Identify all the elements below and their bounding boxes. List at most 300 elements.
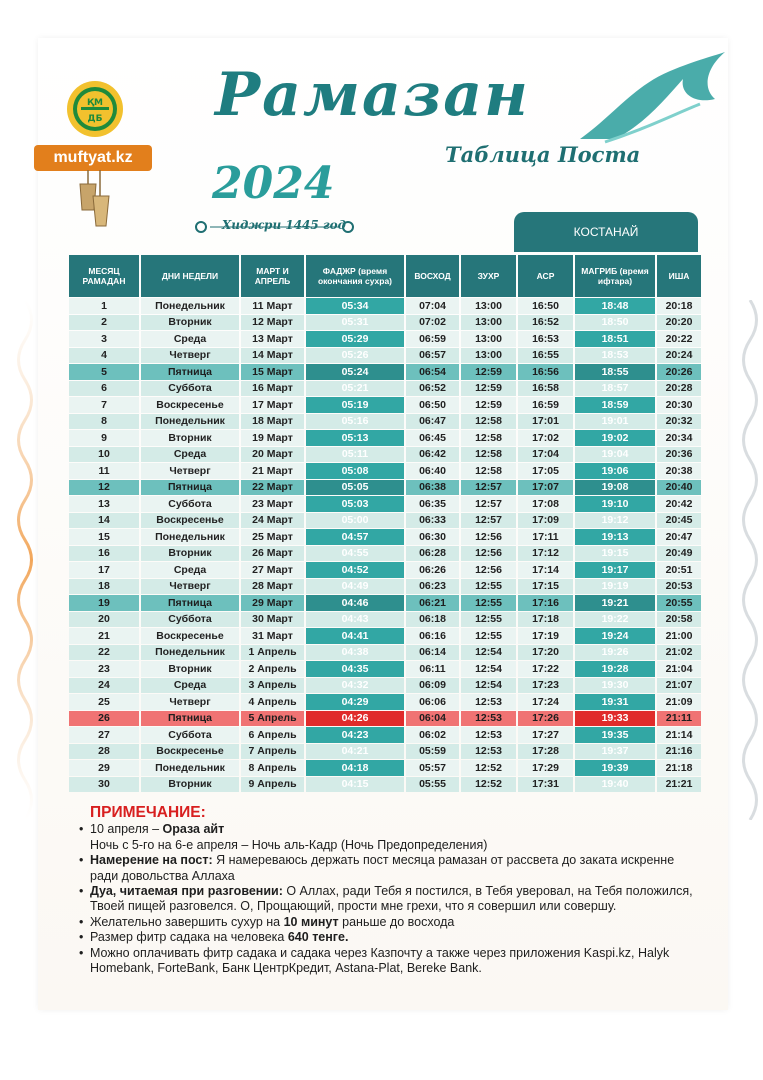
table-cell: 21:02	[657, 645, 701, 661]
table-cell: 13	[69, 496, 139, 512]
table-cell: 12:54	[461, 678, 516, 694]
table-cell: 20:40	[657, 480, 701, 496]
table-cell: Среда	[141, 678, 239, 694]
table-cell: 17:05	[518, 463, 573, 479]
table-cell: 17:16	[518, 595, 573, 611]
table-row	[69, 331, 701, 347]
table-cell: Вторник	[141, 546, 239, 562]
table-cell: 8	[69, 414, 139, 430]
table-cell: 17:29	[518, 760, 573, 776]
table-cell: 12:54	[461, 661, 516, 677]
table-cell: 20:28	[657, 381, 701, 397]
table-cell: 19:33	[575, 711, 655, 727]
table-cell: Четверг	[141, 579, 239, 595]
table-cell: 20:32	[657, 414, 701, 430]
table-cell: 20:45	[657, 513, 701, 529]
table-cell: 17:12	[518, 546, 573, 562]
table-cell: 16 Март	[241, 381, 304, 397]
table-cell: 17:20	[518, 645, 573, 661]
table-row	[69, 315, 701, 331]
table-cell: 17:24	[518, 694, 573, 710]
table-cell: 05:16	[306, 414, 404, 430]
table-cell: 16:55	[518, 348, 573, 364]
table-cell: 06:16	[406, 628, 459, 644]
table-cell: 20:42	[657, 496, 701, 512]
table-cell: 21 Март	[241, 463, 304, 479]
city-tab: КОСТАНАЙ	[514, 212, 698, 252]
table-cell: 06:54	[406, 364, 459, 380]
table-cell: 30	[69, 777, 139, 793]
table-cell: 12:58	[461, 414, 516, 430]
table-cell: 12:53	[461, 727, 516, 743]
table-cell: 12	[69, 480, 139, 496]
table-cell: 24 Март	[241, 513, 304, 529]
table-cell: 04:21	[306, 744, 404, 760]
wave-decoration	[575, 44, 725, 144]
table-cell: 06:42	[406, 447, 459, 463]
col-header: ЗУХР	[461, 255, 516, 297]
table-cell: 04:49	[306, 579, 404, 595]
table-cell: Понедельник	[141, 760, 239, 776]
table-body	[69, 298, 701, 792]
note-payment: • Можно оплачивать фитр садака и садака через Казпочту а также через приложения Kaspi.kz, Halyk Homebank, ForteBank, Банк ЦентрКредит, Astana-Plat, Bereke Bank.	[90, 946, 698, 977]
table-cell: 20:34	[657, 430, 701, 446]
table-cell: 4 Апрель	[241, 694, 304, 710]
table-row	[69, 496, 701, 512]
table-cell: Воскресенье	[141, 397, 239, 413]
table-cell: 06:11	[406, 661, 459, 677]
table-cell: Пятница	[141, 480, 239, 496]
table-row	[69, 480, 701, 496]
table-cell: 21:18	[657, 760, 701, 776]
table-cell: Суббота	[141, 612, 239, 628]
table-cell: Пятница	[141, 711, 239, 727]
table-cell: 31 Март	[241, 628, 304, 644]
table-cell: 17	[69, 562, 139, 578]
table-cell: 17:11	[518, 529, 573, 545]
table-cell: 19:22	[575, 612, 655, 628]
table-cell: 05:31	[306, 315, 404, 331]
table-row	[69, 298, 701, 314]
table-cell: 1	[69, 298, 139, 314]
table-cell: Четверг	[141, 348, 239, 364]
table-cell: 12:53	[461, 744, 516, 760]
table-cell: 18:59	[575, 397, 655, 413]
table-header-row	[69, 255, 701, 297]
table-cell: 06:30	[406, 529, 459, 545]
table-row	[69, 711, 701, 727]
table-cell: 1 Апрель	[241, 645, 304, 661]
table-row	[69, 463, 701, 479]
table-cell: 29 Март	[241, 595, 304, 611]
table-cell: 18:57	[575, 381, 655, 397]
table-cell: 21:21	[657, 777, 701, 793]
table-cell: Четверг	[141, 694, 239, 710]
table-cell: 17:07	[518, 480, 573, 496]
table-cell: 04:46	[306, 595, 404, 611]
table-cell: 17:31	[518, 777, 573, 793]
table-cell: 5 Апрель	[241, 711, 304, 727]
page-title: Рамазан	[215, 60, 530, 130]
table-cell: 07:02	[406, 315, 459, 331]
table-cell: 8 Апрель	[241, 760, 304, 776]
table-cell: 12:54	[461, 645, 516, 661]
table-cell: 06:33	[406, 513, 459, 529]
table-cell: 7	[69, 397, 139, 413]
table-cell: 21:00	[657, 628, 701, 644]
table-cell: Понедельник	[141, 414, 239, 430]
col-header: МЕСЯЦ РАМАДАН	[69, 255, 139, 297]
table-cell: 19:35	[575, 727, 655, 743]
table-cell: 13 Март	[241, 331, 304, 347]
table-cell: 04:52	[306, 562, 404, 578]
table-cell: Понедельник	[141, 645, 239, 661]
table-cell: 06:52	[406, 381, 459, 397]
table-cell: 04:32	[306, 678, 404, 694]
table-cell: 16:59	[518, 397, 573, 413]
table-cell: 20:55	[657, 595, 701, 611]
right-ornament-border	[735, 300, 763, 820]
table-cell: 06:14	[406, 645, 459, 661]
table-cell: 05:34	[306, 298, 404, 314]
table-cell: 19	[69, 595, 139, 611]
table-cell: 30 Март	[241, 612, 304, 628]
table-cell: 06:18	[406, 612, 459, 628]
table-cell: 17:02	[518, 430, 573, 446]
table-cell: 5	[69, 364, 139, 380]
table-cell: 28	[69, 744, 139, 760]
table-cell: 13:00	[461, 348, 516, 364]
table-cell: 19:39	[575, 760, 655, 776]
table-cell: 04:15	[306, 777, 404, 793]
table-cell: 05:21	[306, 381, 404, 397]
table-cell: 12:57	[461, 496, 516, 512]
svg-text:ҚМ: ҚМ	[87, 98, 103, 108]
table-cell: 06:09	[406, 678, 459, 694]
table-cell: 05:59	[406, 744, 459, 760]
table-row	[69, 414, 701, 430]
table-cell: 04:35	[306, 661, 404, 677]
table-cell: Суббота	[141, 381, 239, 397]
svg-text:ДБ: ДБ	[87, 114, 103, 124]
table-row	[69, 364, 701, 380]
table-cell: 13:00	[461, 315, 516, 331]
table-row	[69, 612, 701, 628]
col-header: ФАДЖР (время окончания сухра)	[306, 255, 404, 297]
col-header: МАГРИБ (время ифтара)	[575, 255, 655, 297]
page-subtitle: Таблица Поста	[445, 142, 641, 167]
table-cell: 21	[69, 628, 139, 644]
table-cell: 04:26	[306, 711, 404, 727]
table-cell: 04:55	[306, 546, 404, 562]
table-cell: 20:38	[657, 463, 701, 479]
table-cell: 04:18	[306, 760, 404, 776]
table-cell: 19:26	[575, 645, 655, 661]
table-cell: 19:04	[575, 447, 655, 463]
table-cell: 17:15	[518, 579, 573, 595]
table-cell: 06:28	[406, 546, 459, 562]
table-cell: 04:29	[306, 694, 404, 710]
table-cell: 17:23	[518, 678, 573, 694]
table-cell: 06:47	[406, 414, 459, 430]
table-cell: 06:26	[406, 562, 459, 578]
table-cell: Вторник	[141, 777, 239, 793]
table-cell: 6	[69, 381, 139, 397]
table-cell: 20:24	[657, 348, 701, 364]
table-cell: 19:01	[575, 414, 655, 430]
table-cell: 12:56	[461, 529, 516, 545]
col-header: ИША	[657, 255, 701, 297]
table-cell: 05:29	[306, 331, 404, 347]
table-cell: 06:50	[406, 397, 459, 413]
table-cell: 12:55	[461, 595, 516, 611]
table-cell: 05:11	[306, 447, 404, 463]
note-suhur: • Желательно завершить сухур на 10 минут раньше до восхода	[90, 915, 698, 930]
table-cell: 18 Март	[241, 414, 304, 430]
table-row	[69, 430, 701, 446]
table-cell: 22	[69, 645, 139, 661]
table-cell: 15	[69, 529, 139, 545]
table-cell: 20:49	[657, 546, 701, 562]
table-cell: 20:36	[657, 447, 701, 463]
table-cell: Понедельник	[141, 298, 239, 314]
table-cell: 20:18	[657, 298, 701, 314]
table-cell: 19:24	[575, 628, 655, 644]
table-row	[69, 595, 701, 611]
table-cell: 05:26	[306, 348, 404, 364]
table-cell: Суббота	[141, 496, 239, 512]
table-row	[69, 628, 701, 644]
table-row	[69, 546, 701, 562]
table-cell: 16:52	[518, 315, 573, 331]
notes-title: ПРИМЕЧАНИЕ:	[90, 804, 206, 821]
table-cell: 4	[69, 348, 139, 364]
col-header: ВОСХОД	[406, 255, 459, 297]
table-cell: Вторник	[141, 315, 239, 331]
table-cell: 13:00	[461, 331, 516, 347]
table-cell: 19:19	[575, 579, 655, 595]
table-cell: 12:55	[461, 628, 516, 644]
table-cell: 06:45	[406, 430, 459, 446]
table-cell: 16:50	[518, 298, 573, 314]
table-cell: 14 Март	[241, 348, 304, 364]
table-cell: 04:38	[306, 645, 404, 661]
table-cell: 12:56	[461, 562, 516, 578]
table-cell: 04:41	[306, 628, 404, 644]
table-cell: 20:53	[657, 579, 701, 595]
table-cell: 17:08	[518, 496, 573, 512]
table-cell: Четверг	[141, 463, 239, 479]
table-cell: 18:50	[575, 315, 655, 331]
table-cell: 25	[69, 694, 139, 710]
table-row	[69, 562, 701, 578]
table-cell: 19:40	[575, 777, 655, 793]
table-row	[69, 694, 701, 710]
table-cell: 12:58	[461, 447, 516, 463]
table-cell: 19:28	[575, 661, 655, 677]
table-cell: 20 Март	[241, 447, 304, 463]
table-cell: 21:11	[657, 711, 701, 727]
table-cell: 18	[69, 579, 139, 595]
table-cell: 19:10	[575, 496, 655, 512]
table-cell: 19 Март	[241, 430, 304, 446]
table-cell: 12:59	[461, 397, 516, 413]
table-cell: 12 Март	[241, 315, 304, 331]
table-cell: 29	[69, 760, 139, 776]
table-cell: 20:26	[657, 364, 701, 380]
site-badge[interactable]: muftyat.kz	[34, 145, 152, 171]
table-cell: 04:57	[306, 529, 404, 545]
table-cell: 17:09	[518, 513, 573, 529]
table-cell: Воскресенье	[141, 628, 239, 644]
table-cell: 06:23	[406, 579, 459, 595]
table-cell: 17:22	[518, 661, 573, 677]
table-cell: 12:57	[461, 513, 516, 529]
table-cell: 04:23	[306, 727, 404, 743]
table-row	[69, 760, 701, 776]
table-cell: 17 Март	[241, 397, 304, 413]
col-header: ДНИ НЕДЕЛИ	[141, 255, 239, 297]
table-cell: 9	[69, 430, 139, 446]
table-cell: 19:12	[575, 513, 655, 529]
table-cell: 04:43	[306, 612, 404, 628]
table-cell: Пятница	[141, 364, 239, 380]
table-row	[69, 645, 701, 661]
table-cell: 05:03	[306, 496, 404, 512]
table-cell: 11	[69, 463, 139, 479]
table-cell: 18:48	[575, 298, 655, 314]
table-cell: 12:57	[461, 480, 516, 496]
table-cell: 12:59	[461, 381, 516, 397]
table-cell: 27 Март	[241, 562, 304, 578]
table-row	[69, 397, 701, 413]
table-cell: 20:20	[657, 315, 701, 331]
table-cell: 19:21	[575, 595, 655, 611]
table-cell: 9 Апрель	[241, 777, 304, 793]
table-cell: 16	[69, 546, 139, 562]
table-cell: Вторник	[141, 661, 239, 677]
table-cell: 20	[69, 612, 139, 628]
table-cell: 7 Апрель	[241, 744, 304, 760]
table-cell: 12:58	[461, 463, 516, 479]
table-cell: 20:30	[657, 397, 701, 413]
table-cell: 05:08	[306, 463, 404, 479]
table-cell: 10	[69, 447, 139, 463]
table-cell: 2 Апрель	[241, 661, 304, 677]
table-cell: 06:35	[406, 496, 459, 512]
table-cell: Воскресенье	[141, 513, 239, 529]
table-cell: 18:51	[575, 331, 655, 347]
table-cell: 06:06	[406, 694, 459, 710]
table-cell: Понедельник	[141, 529, 239, 545]
table-cell: 06:59	[406, 331, 459, 347]
table-cell: 12:55	[461, 579, 516, 595]
table-cell: 18:53	[575, 348, 655, 364]
table-row	[69, 678, 701, 694]
table-cell: 18:55	[575, 364, 655, 380]
col-header: АСР	[518, 255, 573, 297]
table-row	[69, 447, 701, 463]
table-cell: 20:51	[657, 562, 701, 578]
table-row	[69, 727, 701, 743]
table-cell: 2	[69, 315, 139, 331]
table-cell: 25 Март	[241, 529, 304, 545]
note-fitr-amount: • Размер фитр садака на человека 640 тенге.	[90, 930, 698, 945]
table-cell: 07:04	[406, 298, 459, 314]
table-cell: 17:14	[518, 562, 573, 578]
table-cell: 16:53	[518, 331, 573, 347]
table-cell: 21:16	[657, 744, 701, 760]
table-cell: 19:15	[575, 546, 655, 562]
table-cell: 05:13	[306, 430, 404, 446]
table-cell: 27	[69, 727, 139, 743]
table-row	[69, 513, 701, 529]
table-cell: 05:55	[406, 777, 459, 793]
table-cell: 11 Март	[241, 298, 304, 314]
table-cell: 05:57	[406, 760, 459, 776]
table-row	[69, 777, 701, 793]
table-cell: 14	[69, 513, 139, 529]
table-cell: 16:58	[518, 381, 573, 397]
table-cell: 19:08	[575, 480, 655, 496]
table-cell: 19:02	[575, 430, 655, 446]
table-cell: 19:30	[575, 678, 655, 694]
hijri-year: Хиджри 1445 год	[222, 218, 347, 232]
table-row	[69, 529, 701, 545]
fasting-schedule-table	[67, 254, 703, 793]
table-cell: Среда	[141, 562, 239, 578]
table-cell: 17:04	[518, 447, 573, 463]
col-header: МАРТ И АПРЕЛЬ	[241, 255, 304, 297]
table-cell: 17:19	[518, 628, 573, 644]
table-cell: 05:24	[306, 364, 404, 380]
table-cell: 05:00	[306, 513, 404, 529]
table-cell: 19:06	[575, 463, 655, 479]
table-cell: 13:00	[461, 298, 516, 314]
table-cell: Суббота	[141, 727, 239, 743]
table-cell: 24	[69, 678, 139, 694]
table-cell: Пятница	[141, 595, 239, 611]
table-cell: 06:40	[406, 463, 459, 479]
table-cell: 19:17	[575, 562, 655, 578]
table-cell: 26 Март	[241, 546, 304, 562]
note-iftar-dua: • Дуа, читаемая при разговении: О Аллах, ради Тебя я постился, в Тебя уверовал, на Тебя положился, Твоей пищей разговелся. О, Прощающий, прости мне грехи, что я совершил или совершу.	[90, 884, 698, 915]
year-label: 2024	[212, 158, 335, 209]
dumk-logo	[66, 80, 124, 138]
table-cell: 12:52	[461, 760, 516, 776]
table-row	[69, 579, 701, 595]
table-cell: 28 Март	[241, 579, 304, 595]
notes-section	[78, 805, 698, 976]
table-cell: 17:26	[518, 711, 573, 727]
table-cell: 17:01	[518, 414, 573, 430]
table-cell: 12:56	[461, 546, 516, 562]
table-cell: 06:57	[406, 348, 459, 364]
table-cell: 19:37	[575, 744, 655, 760]
table-cell: Среда	[141, 331, 239, 347]
table-cell: 21:07	[657, 678, 701, 694]
table-cell: 12:53	[461, 711, 516, 727]
note-intention: • Намерение на пост: Я намереваюсь держать пост месяца рамазан от рассвета до заката искренне ради довольства Аллаха	[90, 853, 698, 884]
table-cell: 12:58	[461, 430, 516, 446]
note-eid: • 10 апреля – Ораза айт Ночь с 5-го на 6-е апреля – Ночь аль-Кадр (Ночь Предопределения)	[90, 822, 698, 853]
table-cell: 12:59	[461, 364, 516, 380]
table-cell: 21:09	[657, 694, 701, 710]
table-row	[69, 661, 701, 677]
table-cell: 06:21	[406, 595, 459, 611]
lantern-icon	[76, 170, 112, 232]
table-cell: 05:19	[306, 397, 404, 413]
